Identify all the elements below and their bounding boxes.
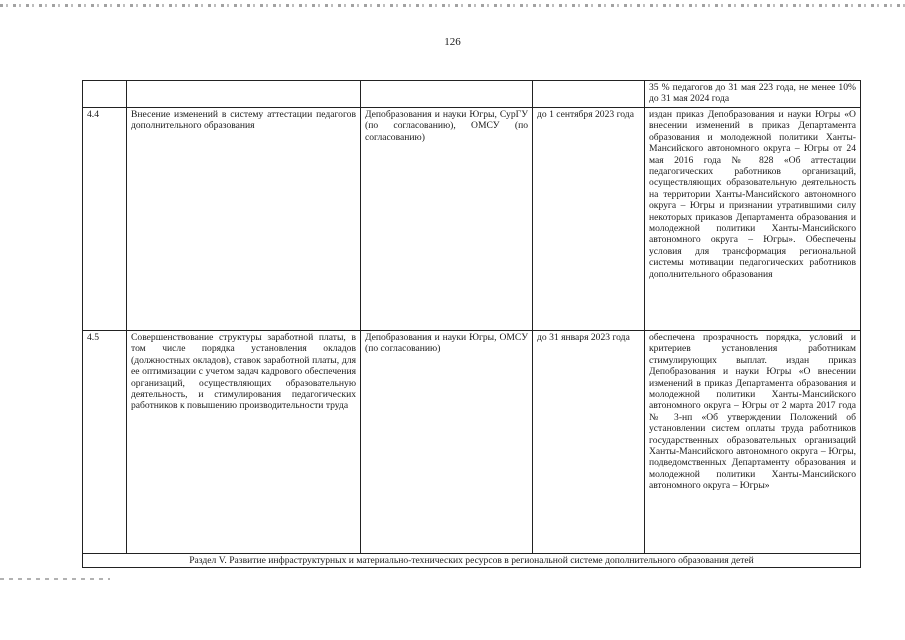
- cell-number: 4.4: [83, 108, 127, 331]
- scan-artifact-top: [0, 4, 905, 7]
- plan-table: [82, 80, 861, 568]
- table-row: [83, 81, 861, 108]
- cell-result: 35 % педагогов до 31 мая 223 года, не менее 10% до 31 мая 2024 года: [645, 81, 861, 108]
- table-row: [83, 108, 861, 331]
- cell-number: [83, 81, 127, 108]
- section-row: [83, 554, 861, 568]
- cell-action: Совершенствование структуры заработной платы, в том числе порядка установления окладов (должностных окладов), ставок заработной платы, для ее оптимизации с учетом задач кадрового обеспечения организаций, осуществляющих образовательную деятельность, и стимулирования педагогических работников к повышению производительности труда: [127, 331, 361, 554]
- scan-artifact-bottom: [0, 578, 110, 580]
- page-number: 126: [444, 36, 461, 48]
- cell-responsible: [361, 81, 533, 108]
- cell-deadline: до 31 января 2023 года: [533, 331, 645, 554]
- cell-responsible: Депобразования и науки Югры, ОМСУ (по согласованию): [361, 331, 533, 554]
- cell-deadline: [533, 81, 645, 108]
- cell-result: обеспечена прозрачность порядка, условий и критериев установления работникам стимулирующих выплат. издан приказ Депобразования и науки Югры «О внесении изменений в приказ Департамента образования и молодежной политики Ханты-Мансийского автономного округа – Югры от 2 марта 2017 года № 3-нп «Об утверждении Положений об установлении систем оплаты труда работников государственных образовательных организаций Ханты-Мансийского автономного округа – Югры, подведомственных Департаменту образования и молодежной политики Ханты-Мансийского автономного округа – Югры»: [645, 331, 861, 554]
- cell-action: Внесение изменений в систему аттестации педагогов дополнительного образования: [127, 108, 361, 331]
- cell-deadline: до 1 сентября 2023 года: [533, 108, 645, 331]
- cell-number: 4.5: [83, 331, 127, 554]
- cell-result: издан приказ Депобразования и науки Югры «О внесении изменений в приказ Департамента образования и молодежной политики Ханты-Мансийского автономного округа – Югры от 24 мая 2016 года № 828 «Об аттестации педагогических работников организаций, осуществляющих образовательную деятельность на территории Ханты-Мансийского автономного округа – Югры и признании утратившими силу некоторых приказов Департамента образования и молодежной политики Ханты-Мансийского автономного округа – Югры». Обеспечены условия для трансформация региональной системы мотивации педагогических работников дополнительного образования: [645, 108, 861, 331]
- cell-action: [127, 81, 361, 108]
- table-row: [83, 331, 861, 554]
- cell-responsible: Депобразования и науки Югры, СурГУ (по согласованию), ОМСУ (по согласованию): [361, 108, 533, 331]
- section-heading: Раздел V. Развитие инфраструктурных и материально-технических ресурсов в региональной системе дополнительного образования детей: [83, 554, 861, 568]
